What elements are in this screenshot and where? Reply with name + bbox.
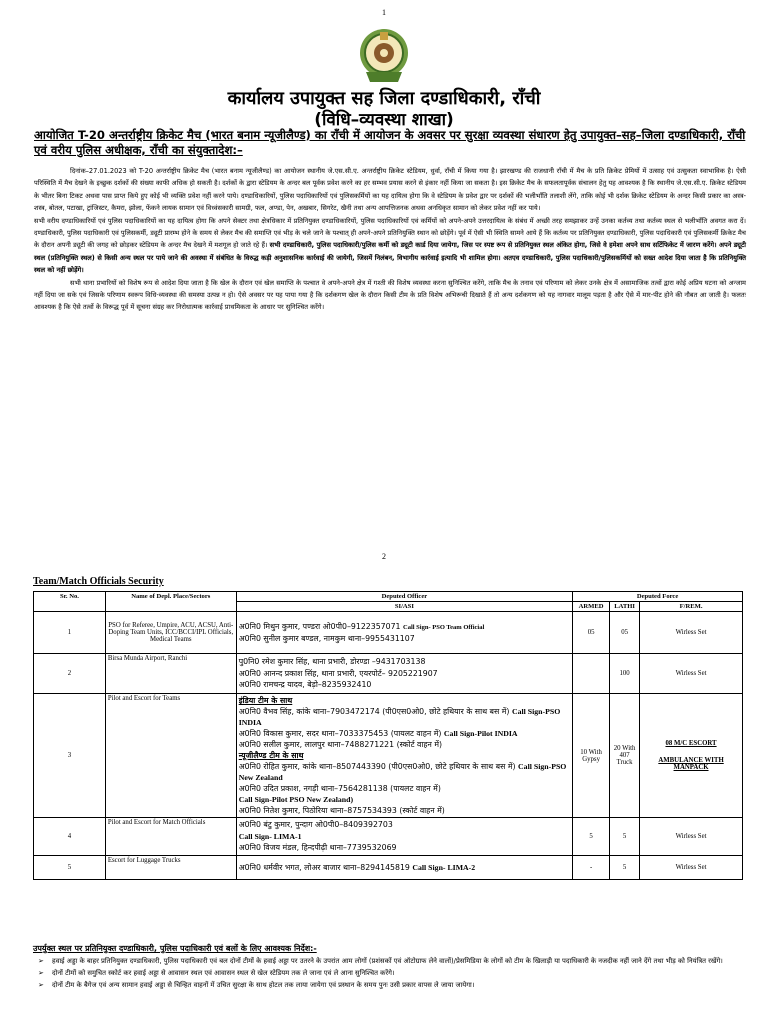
officer-line: अ0नि0 नितेश कुमार, पिठोरिया थाना–8757534393 (स्कोर्ट वाहन में) <box>238 806 445 815</box>
cell-officers <box>236 654 572 694</box>
cell-lathi: 5 <box>610 818 640 856</box>
cell-officers <box>236 818 572 856</box>
cell-place: Birsa Munda Airport, Ranchi <box>105 654 236 694</box>
header-sr: Sr. No. <box>34 592 106 612</box>
call-sign: Call Sign-PSO INDIA <box>238 707 561 727</box>
call-sign: Call Sign-Pilot INDIA <box>443 729 518 738</box>
table-header-row <box>34 592 743 602</box>
call-sign: Call Sign- LIMA-2 <box>412 862 476 872</box>
header-armed: ARMED <box>573 602 610 612</box>
india-team-heading: इंडिया टीम के साथ <box>238 696 293 705</box>
office-title: कार्यालय उपायुक्त सह जिला दण्डाधिकारी, राँची <box>227 88 541 109</box>
instructions-list <box>52 955 746 991</box>
nz-team-heading: न्यूजीलैण्ड टीम के साथ <box>238 751 304 760</box>
frem-ambulance: AMBULANCE WITH MANPACK <box>658 757 724 771</box>
order-body <box>34 165 746 314</box>
call-sign: Call Sign-Pilot PSO New Zealand) <box>238 795 354 804</box>
cell-place: Escort for Luggage Trucks <box>105 856 236 880</box>
cell-officers <box>236 694 572 818</box>
table-row <box>34 694 743 818</box>
cell-sr: 2 <box>34 654 106 694</box>
table-row <box>34 818 743 856</box>
officer-line: अ0नि0 विजय मंडल, हिन्दपीढ़ी थाना–7739532069 <box>238 843 397 853</box>
bold-paragraph: सभी दण्डाधिकारी, पुलिस पदाधिकारी/पुलिस कर्मी को ड्यूटी कार्ड दिया जायेगा, जिस पर स्पष्ट रूप से प्रतिनियुक्त स्थल अंकित होगा, जिसे वे हमेशा अपने साथ सर्टिफिकेट में जारण करेंगे। अपने ड्यूटी स्थल (प्रतिनियुक्ति स्थल) से किसी अन्य स्थल पर पाये जाने की अवस्था में संबंधित के विरुद्ध कड़ी अनुशासनिक कार्रवाई की जायेगी, जिसमें निलंबन, विभागीय कार्रवाई इत्यादि भी शामिल होगा। अतएव दण्डाधिकारी, पुलिस पदाधिकारी/पुलिसकर्मियों को सख्त आदेश दिया जाता है कि प्रतिनियुक्ति स्थल को नहीं छोड़ेंगे। <box>34 241 746 275</box>
cell-frem: Wirless Set <box>640 612 743 654</box>
table-row <box>34 654 743 694</box>
page-number-2: 2 <box>382 552 386 561</box>
cell-lathi: 05 <box>610 612 640 654</box>
cell-armed: 05 <box>573 612 610 654</box>
frem-escort: 08 M/C ESCORT <box>665 740 717 747</box>
cell-armed: - <box>573 856 610 880</box>
officer-line: अ0नि0 वैभव सिंह, कांके थाना–7903472174 (पी0एस0ओ0, छोटे हथियार के साथ बस में) <box>238 707 510 716</box>
call-sign: Call Sign- LIMA-1 <box>238 831 302 841</box>
cell-armed: 10 With Gypsy <box>573 694 610 818</box>
table-row <box>34 856 743 880</box>
cell-frem <box>640 694 743 818</box>
cell-lathi: 100 <box>610 654 640 694</box>
cell-sr: 3 <box>34 694 106 818</box>
officer-line: अ0नि0 रामचन्द्र यादव, बेड़ो–8235932410 <box>238 680 372 690</box>
header-si-asi: SI/ASI <box>236 602 572 612</box>
cell-lathi: 5 <box>610 856 640 880</box>
jharkhand-emblem-icon <box>358 26 410 86</box>
cell-sr: 5 <box>34 856 106 880</box>
officer-line: अ0नि0 बंटु कुमार, पुन्दाग ओ0पी0–8409392703 <box>238 820 393 830</box>
call-sign: Call Sign-PSO New Zealand <box>238 762 567 782</box>
paragraph: दिनांक–27.01.2023 को T-20 अन्तर्राष्ट्रीय क्रिकेट मैच (भारत बनाम न्यूजीलैण्ड) का आयोजन स्थानीय जे.एस.सी.ए. अन्तर्राष्ट्रीय क्रिकेट स्टेडियम, धुर्वा, राँची में किया गया है। झारखण्ड की राजधानी राँची में मैच के प्रति क्रिकेट प्रेमियों में उत्साह एवं उत्सुकता स्वाभाविक है। ऐसी परिस्थिति में मैच देखने के इच्छुक दर्शकों की संख्या काफी अधिक हो सकती है। दर्शकों के द्वारा स्टेडियम के अन्दर बल पूर्वक प्रवेश करने का हर सम्भव प्रयास करने से इंकार नहीं किया जा सकता है। इस क्रिकेट मैच के सफलतापूर्वक संचालन हेतु यह आवश्यक है कि स्थानीय जे.एस.सी.ए. क्रिकेट स्टेडियम के भीतर बिना टिकट अथवा पास प्राप्त किये हुए कोई भी व्यक्ति प्रवेश नहीं करने पाये। दण्डाधिकारियों, पुलिस पदाधिकारियों एवं पुलिसकर्मियों का यह दायित्व होगा कि वे स्टेडियम के प्रवेश द्वार पर दर्शकों की भलीभाँति तलाशी लेंगे, ताकि कोई भी दर्शक क्रिकेट स्टेडियम के अन्दर किसी प्रकार का अस्त्र-शस्त्र, बोतल, पटाखा, ट्रांजिस्टर, कैमरा, झोला, फेंकने लायक सामान एवं विध्वंसकारी सामग्री, फल, अण्डा, पेन, अखबार, सिगरेट, खैनी तथा अन्य आपत्तिजनक अथवा अनधिकृत सामान को लेकर प्रवेश नहीं कर पाये। <box>34 167 746 213</box>
call-sign: Call Sign- PSO Team Official <box>403 623 485 631</box>
instructions-title: उपर्युक्त स्थल पर प्रतिनियुक्त दण्डाधिकारी, पुलिस पदाधिकारी एवं बलों के लिए आवश्यक निर्देश:- <box>33 944 317 953</box>
cell-frem: Wirless Set <box>640 654 743 694</box>
officer-line: पु0नि0 रमेश कुमार सिंह, थाना प्रभारी, डोरण्डा –9431703138 <box>238 657 426 667</box>
security-table <box>33 591 743 880</box>
header-deputed-force: Deputed Force <box>573 592 743 602</box>
cell-officers <box>236 856 572 880</box>
list-item: ➢ हवाई अड्डा के बाहर प्रतिनियुक्त दण्डाधिकारी, पुलिस पदाधिकारी एवं बल दोनों टीमों के हवाई अड्डा पर उतरने के उपरांत आम लोगों (प्रशंसकों एवं ऑटोग्राफ लेने वालों)/प्रेसमिडिया के लोगों को टीम के खिलाड़ी या पदाधिकारी के नजदीक नहीं जाने देंगे तथा भीड़ को नियंत्रित रखेंगे। <box>52 955 746 967</box>
paragraph: सभी वरीय दण्डाधिकारियों एवं पुलिस पदाधिकारियों का यह दायित्व होगा कि अपने सेक्टर तथा क्षेत्रधिकार में प्रतिनियुक्त दण्डाधिकारियों, पुलिस पदाधिकारियों एवं कर्मियों को अपने-अपने उत्तरदायित्व के संबंध में अच्छी तरह समझाकर उन्हें उनका कर्तव्य तथा कर्तव्य स्थल से भलीभाँति अवगत करा दें। दण्डाधिकारी, पुलिस पदाधिकारी एवं पुलिसकर्मी, ड्यूटी प्रारम्भ होने के समय से लेकर मैच की समाप्ति एवं भीड़ के चले जाने के पश्चात् ही अपने-अपने प्रतिनियुक्ति स्थान को छोड़ेंगे। पूर्व में ऐसी भी स्थिति सामने आये हैं कि कर्तव्य पर प्रतिनियुक्त दण्डाधिकारी, पुलिस पदाधिकारी एवं पुलिसकर्मी क्रिकेट मैच के दौरान अपनी ड्यूटी की जगह को छोड़कर स्टेडियम के अन्दर मैच देखने में मशगूल हो जाते रहे हैं। <box>34 216 746 250</box>
officer-line: अ0नि0 उदित प्रकाश, नगड़ी थाना–7564281138 (पायलट वाहन में) <box>238 784 441 793</box>
header-place: Name of Depl. Place/Sectors <box>105 592 236 612</box>
list-item: ➢ दोनों टीमों को समुचित स्कोर्ट कर हवाई अड्डा से आवासन स्थल एवं आवासन स्थल से खेल स्टेडियम तक ले जाना एवं ले आना सुनिश्चित करेंगे। <box>52 967 746 979</box>
officer-line: अ0नि0 धर्मवीर भगत, लोअर बाजार थाना–8294145819 <box>238 862 410 872</box>
table-row <box>34 612 743 654</box>
cell-place: PSO for Referee, Umpire, ACU, ACSU, Anti-Doping Team Units, ICC/BCCI/IPL Officials, Medical Teams <box>105 612 236 654</box>
officer-line: अ0नि0 विकास कुमार, सदर थाना–7033375453 (पायलट वाहन में) <box>238 729 442 738</box>
cell-sr: 1 <box>34 612 106 654</box>
officer-line: अ0नि0 सलील कुमार, लालपुर थाना–7488271221 (स्कोर्ट वाहन में) <box>238 740 443 749</box>
office-subtitle: (विधि–व्यवस्था शाखा) <box>314 110 454 130</box>
page-number-1: 1 <box>382 8 386 17</box>
order-heading: आयोजित T-20 अन्तर्राष्ट्रीय क्रिकेट मैच (भारत बनाम न्यूजीलैण्ड) का राँची में आयोजन के अवसर पर सुरक्षा व्यवस्था संधारण हेतु उपायुक्त–सह–जिला दण्डाधिकारी, राँची एवं वरीय पुलिस अधीक्षक, राँची का संयुक्तादेश:– <box>34 128 746 157</box>
cell-sr: 4 <box>34 818 106 856</box>
officer-line: अ0नि0 रोहित कुमार, कांके थाना–8507443390 (पी0एस0ओ0, छोटे हथियार के साथ बस में) <box>238 762 516 771</box>
header-lathi: LATHI <box>610 602 640 612</box>
cell-frem: Wirless Set <box>640 818 743 856</box>
cell-frem: Wirless Set <box>640 856 743 880</box>
cell-armed: 5 <box>573 818 610 856</box>
cell-lathi: 20 With 407 Truck <box>610 694 640 818</box>
cell-officers <box>236 612 572 654</box>
officer-line: अ0नि0 मिथुन कुमार, पण्डरा ओ0पी0–9122357071 <box>238 621 401 631</box>
officer-line: अ0नि0 आनन्द प्रकाश सिंह, थाना प्रभारी, एयरपोर्ट– 9205221907 <box>238 668 438 678</box>
officer-line: अ0नि0 सुनील कुमार बण्डल, नामकुम थाना–9955431107 <box>238 634 415 643</box>
section-title: Team/Match Officials Security <box>33 576 164 587</box>
cell-place: Pilot and Escort for Match Officials <box>105 818 236 856</box>
list-item: ➢ दोनों टीम के बैगेज एवं अन्य सामान हवाई अड्डा से चिन्हित वाहनों में उचित सुरक्षा के साथ होटल तक लाया जायेगा एवं प्रस्थान के समय पुनः उसी प्रकार वापस ले जाया जायेगा। <box>52 979 746 991</box>
paragraph: सभी थाना प्रभारियों को विशेष रूप से आदेश दिया जाता है कि खेल के दौरान एवं खेल समाप्ति के पश्चात वे अपने-अपने क्षेत्र में गश्ती की विशेष व्यवस्था करना सुनिश्चित करेंगे, ताकि मैच के तनाव एवं परिणाम को लेकर उनके क्षेत्र में असामाजिक तत्वों द्वारा कोई अप्रिय घटना को अन्जाम नहीं दिया जा सके एवं जिसके परिणाम स्वरूप विधि-व्यवस्था की समस्या उत्पन्न न हो। ऐसे अवसर पर यह पाया गया है कि दर्शकगण खेल के दौरान किसी टीम के प्रति विशेष अभिरूची दिखाते हैं तो अन्य दर्शकगण को यह नागवार मालूम पड़ता है और ऐसे में मार-पीट होने की नौबत आ जाती है। फलतः आवश्यक है कि ऐसे तत्वों के विरूद्ध पूर्व में सूचना संग्रह कर निरोधात्मक कार्रवाई प्राथमिकता के आधार पर सुनिश्चित करेंगे। <box>34 278 746 312</box>
cell-armed <box>573 654 610 694</box>
header-frem: F/REM. <box>640 602 743 612</box>
header-deputed-officer: Deputed Officer <box>236 592 572 602</box>
cell-place: Pilot and Escort for Teams <box>105 694 236 818</box>
